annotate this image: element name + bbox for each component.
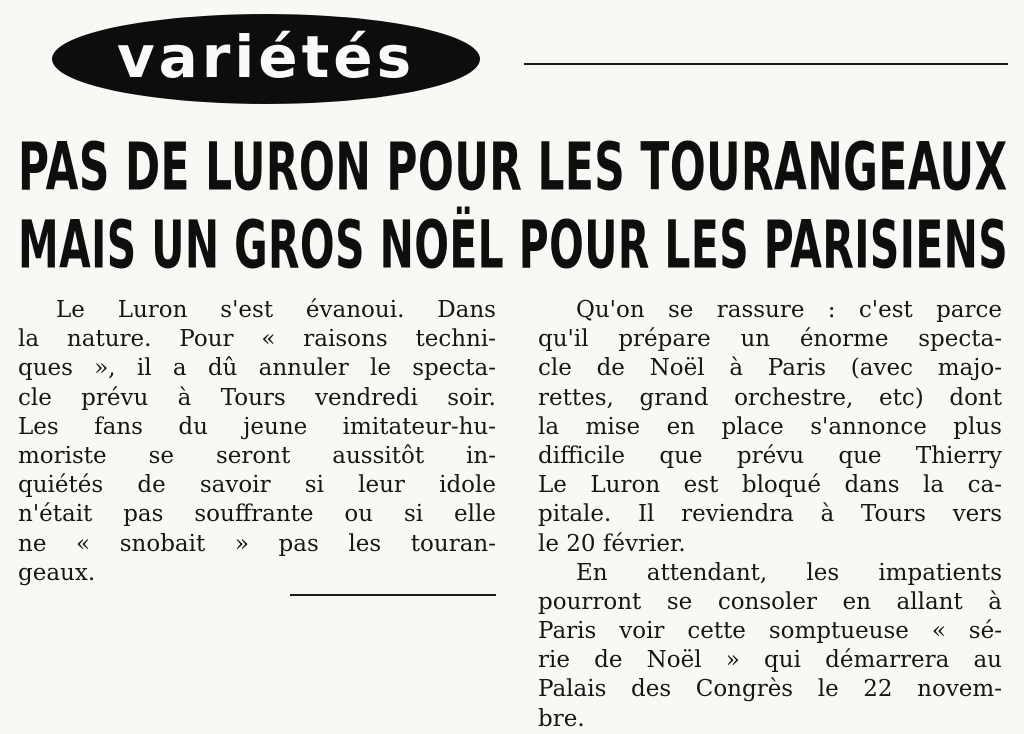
article-left-column <box>18 296 496 588</box>
section-badge <box>52 14 480 104</box>
article-line: cle prévu à Tours vendredi soir. <box>18 384 496 411</box>
article-line: Qu'on se rassure : c'est parce <box>576 297 1002 323</box>
section-label: variétés <box>116 23 416 91</box>
headline-line-1: PAS DE LURON POUR LES TOURANGEAUX <box>18 128 1008 206</box>
article-line: cle de Noël à Paris (avec majo- <box>538 355 1002 382</box>
column-end-rule <box>290 594 496 596</box>
article-line: rie de Noël » qui démarrera au <box>538 647 1002 674</box>
article-line: Le Luron est bloqué dans la ca- <box>538 472 1002 499</box>
article-line: ne « snobait » pas les touran- <box>18 530 496 557</box>
article-line: geaux. <box>18 559 96 586</box>
article-line: moriste se seront aussitôt in- <box>18 442 496 469</box>
article-line: n'était pas souffrante ou si elle <box>18 501 496 528</box>
article-line: pourront se consoler en allant à <box>538 588 1002 615</box>
article-line: quiétés de savoir si leur idole <box>18 472 496 499</box>
article-line: Palais des Congrès le 22 novem- <box>538 676 1002 703</box>
article-line: bre. <box>538 705 585 732</box>
article-right-column <box>538 296 1002 734</box>
article-line: rettes, grand orchestre, etc) dont <box>538 384 1002 411</box>
article-line: le 20 février. <box>538 530 686 557</box>
article-line: En attendant, les impatients <box>576 559 1002 586</box>
article-line: ques », il a dû annuler le specta- <box>18 355 496 382</box>
article-line: la nature. Pour « raisons techni- <box>18 326 496 353</box>
article-line: Paris voir cette somptueuse « sé- <box>538 618 1002 645</box>
article-line: Le Luron s'est évanoui. Dans <box>56 297 496 323</box>
article-line: pitale. Il reviendra à Tours vers <box>538 501 1002 528</box>
headline-line-2: MAIS UN GROS NOËL POUR LES PARISIENS <box>18 206 1009 284</box>
article-line: Les fans du jeune imitateur-hu- <box>18 413 496 440</box>
article-line: difficile que prévu que Thierry <box>538 442 1002 469</box>
article-line: la mise en place s'annonce plus <box>538 413 1002 440</box>
header-rule <box>524 63 1008 65</box>
article-line: qu'il prépare un énorme specta- <box>538 326 1002 353</box>
